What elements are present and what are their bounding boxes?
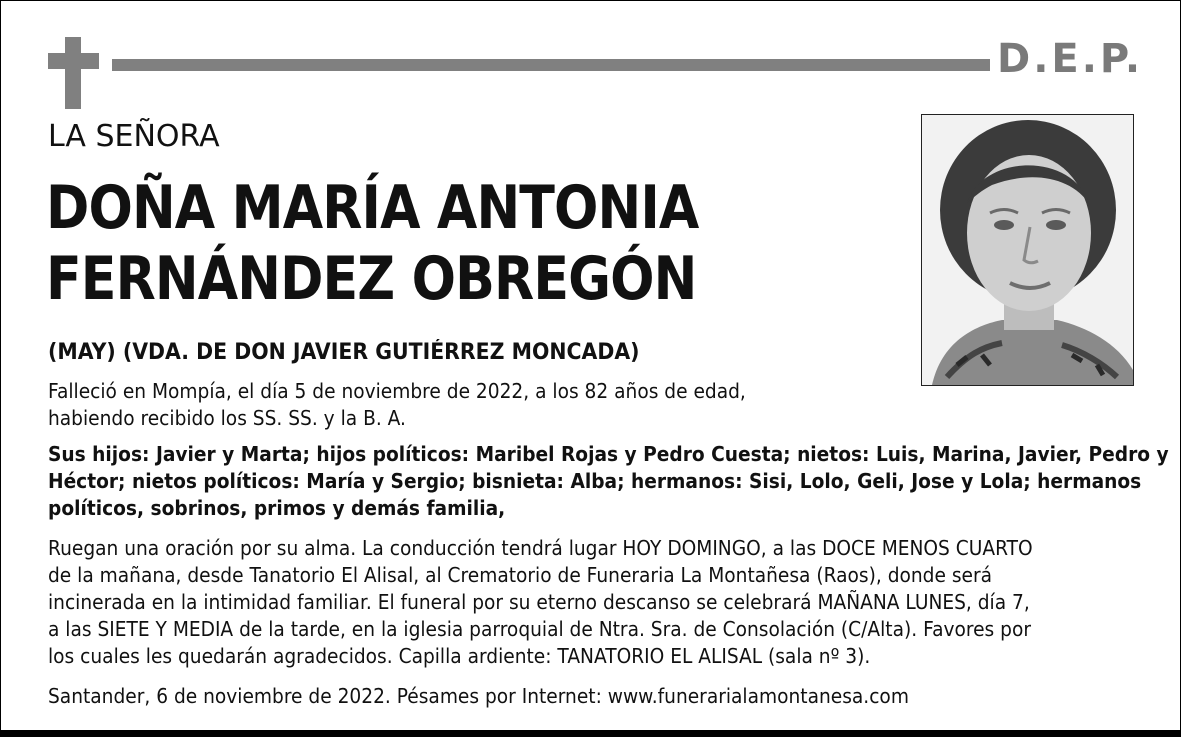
bottom-border bbox=[0, 730, 1181, 737]
cross-icon-bar bbox=[48, 53, 99, 69]
service-text-line: incinerada en la intimidad familiar. El funeral por su eterno descanso se celebrará MAÑANA LUNES, día 7, bbox=[48, 590, 1030, 614]
service-text-line: de la mañana, desde Tanatorio El Alisal, al Crematorio de Funeraria La Montañesa (Raos), donde será bbox=[48, 563, 993, 587]
death-text-line: Falleció en Mompía, el día 5 de noviembre de 2022, a los 82 años de edad, bbox=[48, 379, 746, 403]
dep-mark: D.E.P. bbox=[997, 36, 1144, 82]
portrait-illustration bbox=[922, 115, 1133, 385]
family-text-line: Sus hijos: Javier y Marta; hijos políticos: Maribel Rojas y Pedro Cuesta; nietos: Luis, Marina, Javier, Pedro y bbox=[48, 442, 1169, 466]
service-text-line: los cuales les quedarán agradecidos. Capilla ardiente: TANATORIO EL ALISAL (sala nº 3). bbox=[48, 644, 871, 668]
death-text-line: habiendo recibido los SS. SS. y la B. A. bbox=[48, 406, 406, 430]
deceased-name bbox=[46, 173, 698, 315]
deceased-alias: (MAY) (VDA. DE DON JAVIER GUTIÉRREZ MONCADA) bbox=[48, 340, 640, 365]
header-rule bbox=[112, 59, 990, 71]
deceased-name-line: DOÑA MARÍA ANTONIA bbox=[46, 173, 699, 243]
honorific-prefix: LA SEÑORA bbox=[48, 119, 220, 154]
portrait-photo bbox=[921, 114, 1134, 386]
footer-text: Santander, 6 de noviembre de 2022. Pésames por Internet: www.funerarialamontanesa.com bbox=[48, 684, 909, 708]
family-text-line: políticos, sobrinos, primos y demás familia, bbox=[48, 496, 506, 520]
service-text-line: Ruegan una oración por su alma. La conducción tendrá lugar HOY DOMINGO, a las DOCE MENOS CUARTO bbox=[48, 536, 1033, 560]
service-text-line: a las SIETE Y MEDIA de la tarde, en la iglesia parroquial de Ntra. Sra. de Consolación (C/Alta). Favores por bbox=[48, 617, 1031, 641]
family-text-line: Héctor; nietos políticos: María y Sergio; bisnieta: Alba; hermanos: Sisi, Lolo, Geli, Jose y Lola; hermanos bbox=[48, 469, 1142, 493]
cross-icon bbox=[65, 37, 81, 109]
deceased-name-line: FERNÁNDEZ OBREGÓN bbox=[46, 244, 697, 314]
